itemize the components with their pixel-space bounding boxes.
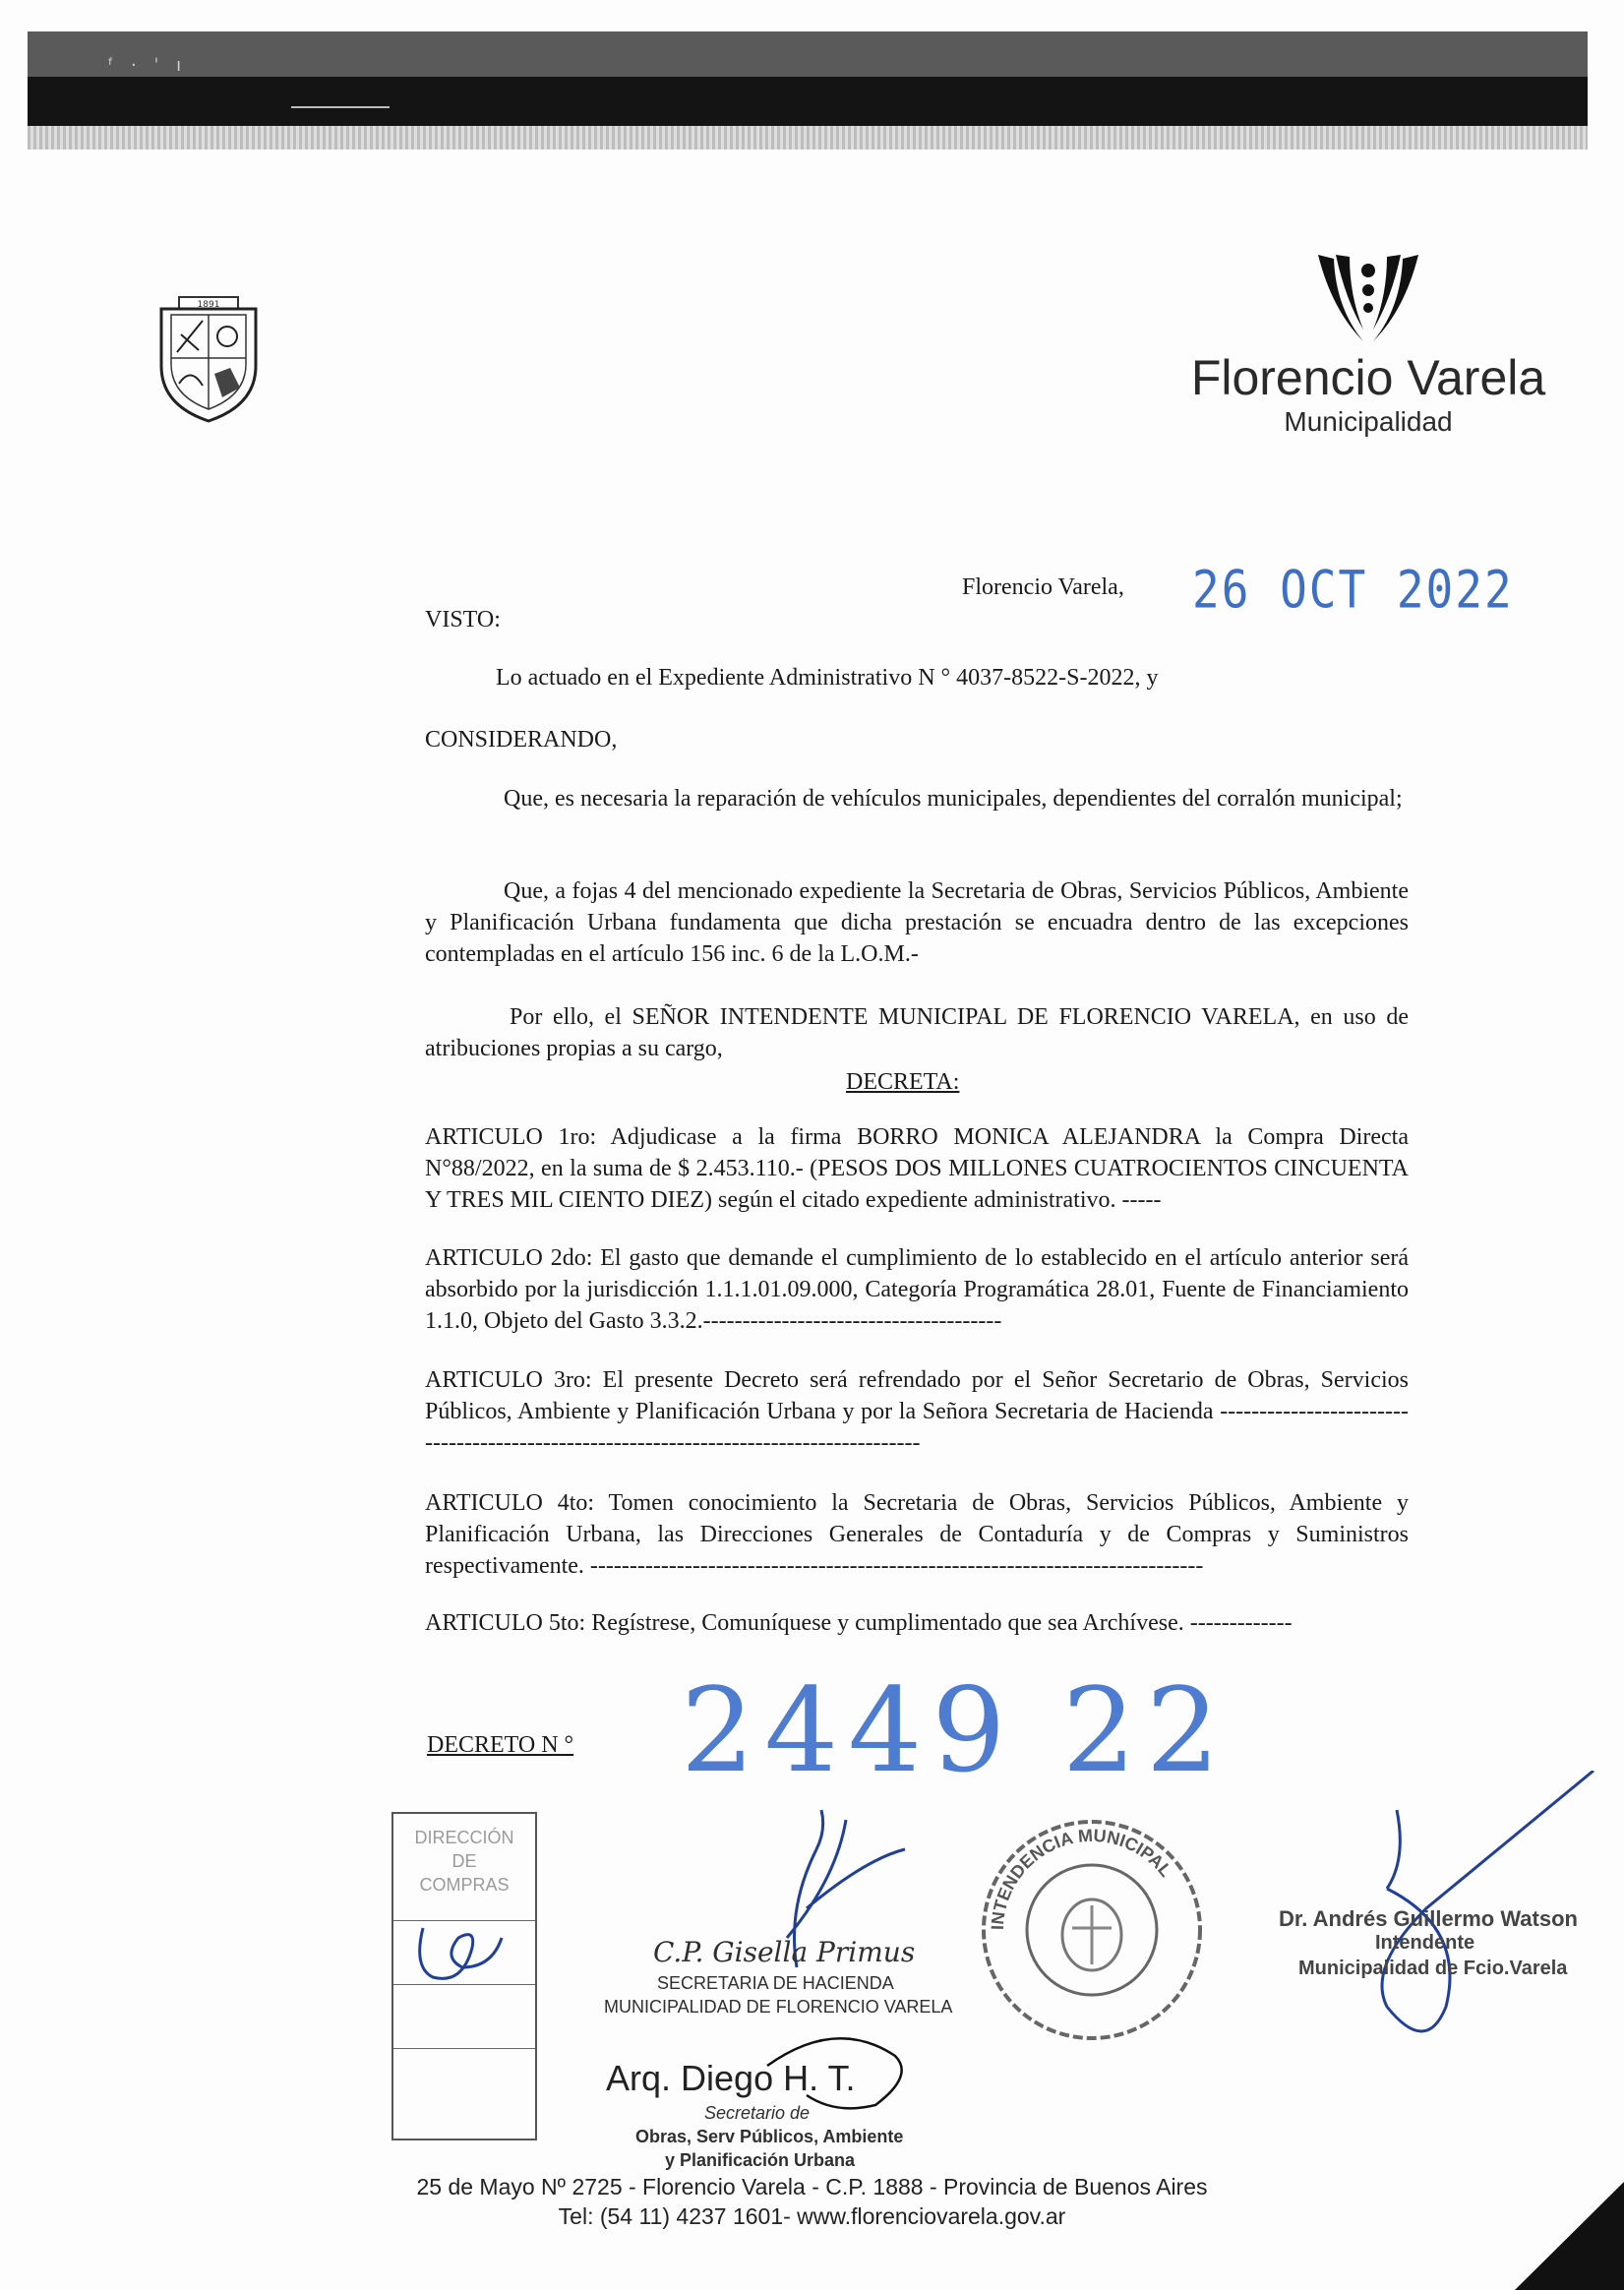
article-2: ARTICULO 2do: El gasto que demande el cumplimiento de lo establecido en el artículo anterior será absorbido por la jurisdicción 1.1.1.01.09.000, Categoría Programática 28.01, Fuente de Financiamiento 1.1.0, Objeto del Gasto 3.3.2.-------------------------------------- xyxy=(425,1245,1409,1334)
brand-mark-icon xyxy=(1314,251,1422,349)
obras-title-3: y Planificación Urbana xyxy=(665,2150,856,2170)
brand-subtitle: Municipalidad xyxy=(1284,406,1453,437)
scan-header-stripe xyxy=(28,126,1588,150)
intendente-name: Dr. Andrés Guillermo Watson xyxy=(1279,1906,1578,1931)
scan-corner xyxy=(1515,2182,1624,2290)
article-5: ARTICULO 5to: Regístrese, Comuníquese y cumplimentado que sea Archívese. ------------- xyxy=(425,1610,1293,1636)
scan-line xyxy=(291,106,390,108)
decreta-heading: DECRETA: xyxy=(846,1069,960,1095)
brand-name: Florencio Varela xyxy=(1190,350,1546,405)
scan-noise: ᶠ · ˈ ı xyxy=(108,55,188,76)
compras-line-2: DE xyxy=(451,1851,477,1871)
article-3: ARTICULO 3ro: El presente Decreto será refrendado por el Señor Secretario de Obras, Servicios Públicos, Ambiente y Planificación Urbana y por la Señora Secretaria de Hacienda --------------------------------------------------------------------------------------- xyxy=(425,1367,1409,1456)
compras-initials-signature xyxy=(403,1898,521,1997)
obras-name: Arq. Diego H. T. xyxy=(606,2058,856,2098)
article-4: ARTICULO 4to: Tomen conocimiento la Secretaria de Obras, Servicios Públicos, Ambiente y Planificación Urbana, las Direcciones Generales de Contaduría y de Compras y Suministros respectivamente. ------------------------------------------------------------------------------ xyxy=(425,1490,1409,1579)
decreto-number-stamp: 2449 22 xyxy=(681,1662,1230,1798)
hacienda-name: C.P. Gisella Primus xyxy=(653,1936,916,1968)
place-text: Florencio Varela, xyxy=(962,574,1124,600)
considerando-paragraph-1: Que, es necesaria la reparación de vehículos municipales, dependientes del corralón municipal; xyxy=(504,786,1403,812)
compras-line-3: COMPRAS xyxy=(419,1875,510,1895)
intendencia-seal xyxy=(974,1812,1210,2048)
article-1: ARTICULO 1ro: Adjudicase a la firma BORRO MONICA ALEJANDRA la Compra Directa N°88/2022, en la suma de $ 2.453.110.- (PESOS DOS MILLONES CUATROCIENTOS CINCUENTA Y TRES MIL CIENTO DIEZ) según el citado expediente administrativo. ----- xyxy=(425,1124,1409,1213)
decreto-label: DECRETO N ° xyxy=(427,1732,574,1758)
visto-heading: VISTO: xyxy=(425,607,501,633)
seal-text: INTENDENCIA MUNICIPAL xyxy=(987,1825,1176,1931)
compras-stamp-title xyxy=(393,1826,535,1897)
hacienda-org: MUNICIPALIDAD DE FLORENCIO VARELA xyxy=(604,1997,953,2017)
svg-text:INTENDENCIA MUNICIPAL xyxy=(988,1826,1176,1930)
hacienda-title: SECRETARIA DE HACIENDA xyxy=(657,1973,894,1993)
crest-year: 1891 xyxy=(197,300,220,310)
footer-contact: Tel: (54 11) 4237 1601- www.florenciovarela.gov.ar xyxy=(558,2203,1066,2229)
footer-address: 25 de Mayo Nº 2725 - Florencio Varela - C.P. 1888 - Provincia de Buenos Aires xyxy=(416,2174,1208,2200)
considerando-heading: CONSIDERANDO, xyxy=(425,727,618,753)
considerando-paragraph-3: Por ello, el SEÑOR INTENDENTE MUNICIPAL DE FLORENCIO VARELA, en uso de atribuciones propias a su cargo, xyxy=(425,1004,1409,1061)
date-stamp: 26 OCT 2022 xyxy=(1192,558,1514,621)
obras-title-2: Obras, Serv Públicos, Ambiente xyxy=(635,2127,904,2146)
obras-title-1: Secretario de xyxy=(704,2103,811,2123)
intendente-title: Intendente xyxy=(1375,1932,1475,1954)
municipal-crest-icon xyxy=(157,295,260,423)
intendente-org: Municipalidad de Fcio.Varela xyxy=(1298,1958,1568,1979)
considerando-paragraph-2: Que, a fojas 4 del mencionado expediente la Secretaria de Obras, Servicios Públicos, Ambiente y Planificación Urbana fundamenta que dicha prestación se encuadra dentro de las excepciones contempladas en el artículo 156 inc. 6 de la L.O.M.- xyxy=(425,878,1409,967)
visto-text: Lo actuado en el Expediente Administrativo N ° 4037-8522-S-2022, y xyxy=(496,665,1159,691)
brand-logo xyxy=(1181,251,1555,438)
scan-header-bar-top xyxy=(28,31,1588,77)
compras-line-1: DIRECCIÓN xyxy=(414,1828,514,1847)
